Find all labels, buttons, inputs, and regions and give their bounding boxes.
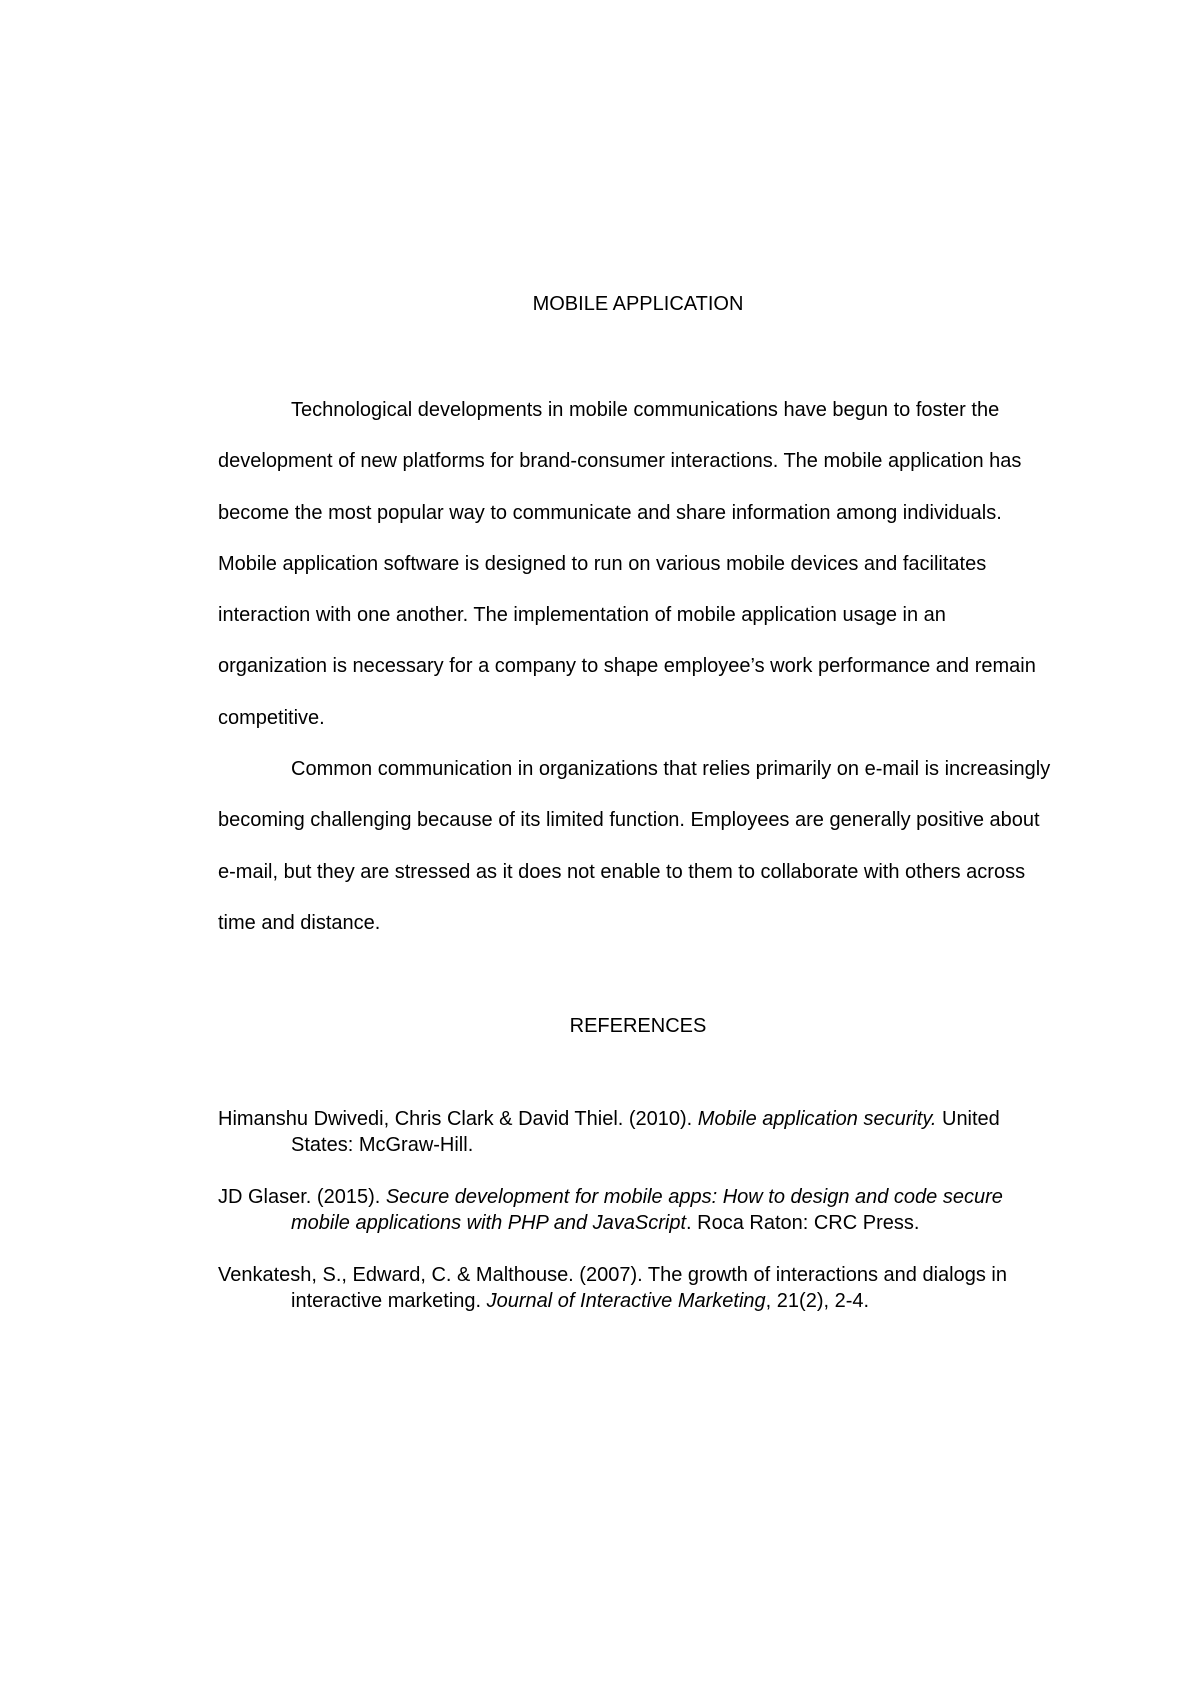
references-heading: REFERENCES bbox=[569, 1015, 707, 1038]
reference-volume: , 21(2), 2-4. bbox=[765, 1289, 870, 1312]
paragraph-2: Common communication in organizations that relies primarily on e-mail is increasingly becoming challenging because of its limited function. Employees are generally positive about e-mail, but they are stressed as it does not enable to them to collaborate with others across time and distance. bbox=[218, 758, 1051, 934]
reference-title: Secure development for mobile apps: How to design and code secure mobile applications with PHP and JavaScript bbox=[291, 1186, 1003, 1234]
reference-item-1 bbox=[218, 1107, 1058, 1158]
document-content bbox=[218, 289, 1058, 1341]
reference-authors: JD Glaser. (2015). bbox=[218, 1186, 386, 1209]
reference-publisher: United States: McGraw-Hill. bbox=[291, 1108, 1000, 1156]
reference-journal: Journal of Interactive Marketing bbox=[486, 1289, 766, 1312]
reference-item-2 bbox=[218, 1185, 1058, 1236]
references-list bbox=[218, 1107, 1058, 1314]
document-body bbox=[218, 385, 1058, 949]
reference-title: Mobile application security. bbox=[697, 1108, 937, 1131]
reference-publisher: . Roca Raton: CRC Press. bbox=[686, 1211, 920, 1234]
document-title: MOBILE APPLICATION bbox=[532, 293, 744, 315]
reference-authors: Venkatesh, S., Edward, C. & Malthouse. (2007). The growth of interactions and dialogs in interactive marketing. bbox=[218, 1264, 1007, 1312]
reference-item-3 bbox=[218, 1263, 1058, 1314]
reference-authors: Himanshu Dwivedi, Chris Clark & David Thiel. (2010). bbox=[218, 1108, 698, 1131]
paragraph-1: Technological developments in mobile communications have begun to foster the development of new platforms for brand-consumer interactions. The mobile application has become the most popular way to communicate and share information among individuals. Mobile application software is designed to run on various mobile devices and facilitates interaction with one another. The implementation of mobile application usage in an organization is necessary for a company to shape employee’s work performance and remain competitive. bbox=[218, 399, 1036, 729]
